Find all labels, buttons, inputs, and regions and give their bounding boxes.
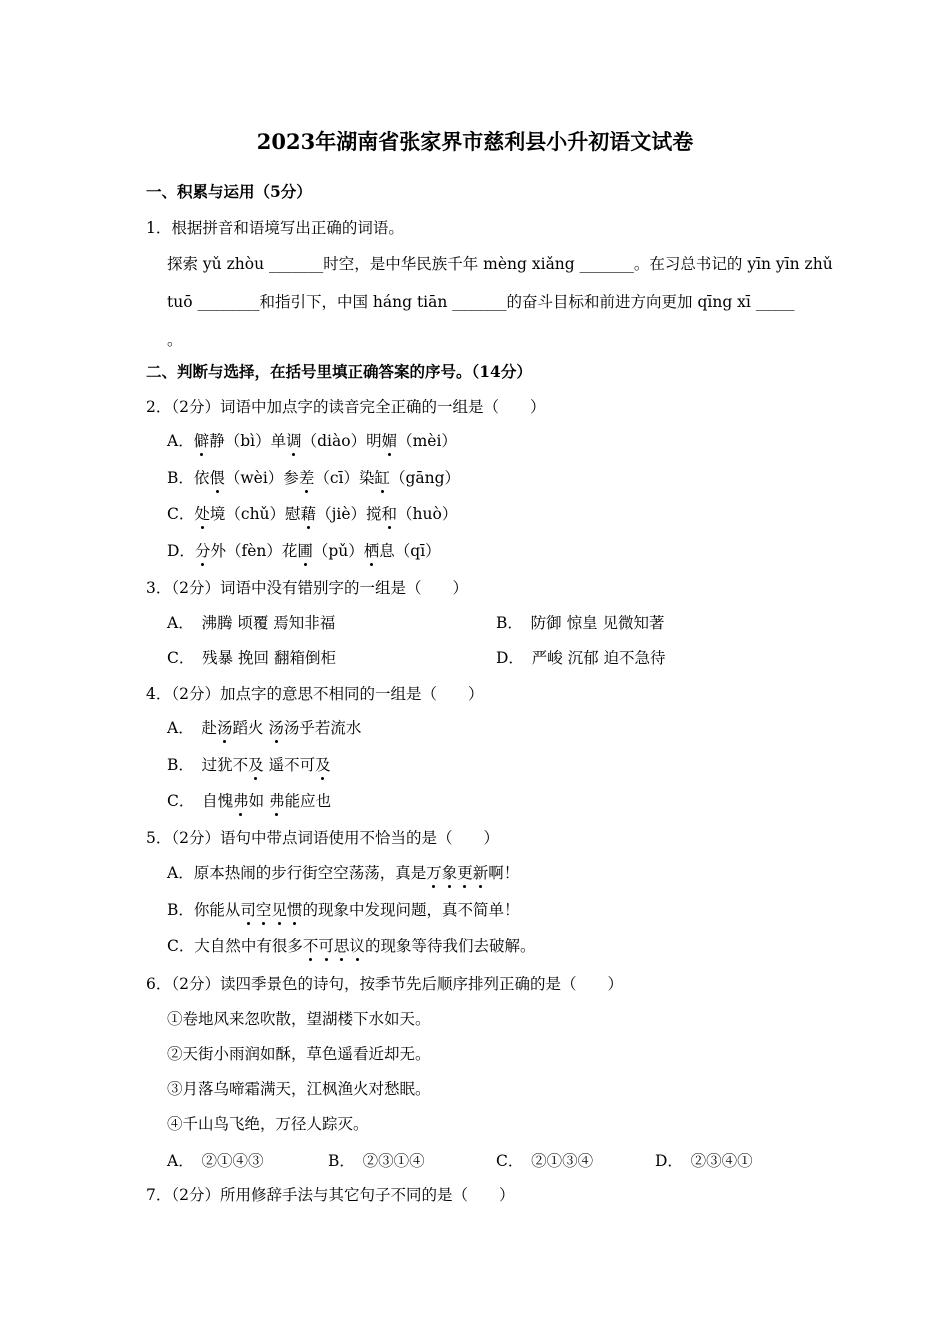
question-6-poem-2: ②天街小雨润如酥，草色遥看近却无。 <box>167 1045 431 1063</box>
question-1-line-1: 探索 yǔ zhòu _______时空，是中华民族千年 mèng xiǎng _______。在习总书记的 yīn yīn zhǔ <box>167 255 833 273</box>
question-3-option-c: C． 残暴 挽回 翻箱倒柜 <box>167 649 336 667</box>
question-2-option-c: C．处境（chǔ）慰藉（jiè）搅和（huò） <box>167 505 458 523</box>
section-heading-2: 二、判断与选择，在括号里填正确答案的序号。（14分） <box>146 362 532 381</box>
question-5-option-b: B．你能从司空见惯的现象中发现问题，真不简单！ <box>167 901 520 919</box>
page-title: 2023年湖南省张家界市慈利县小升初语文试卷 <box>256 129 694 154</box>
question-3-stem: 3．（2分）词语中没有错别字的一组是（ ） <box>146 579 468 597</box>
question-5-stem: 5．（2分）语句中带点词语使用不恰当的是（ ） <box>146 829 499 847</box>
question-3-option-d: D． 严峻 沉郁 迫不急待 <box>496 649 666 667</box>
question-3-option-b: B． 防御 惊皇 见微知著 <box>496 614 665 632</box>
question-1-line-3: 。 <box>167 331 183 349</box>
question-1-line-2: tuō ________和指引下，中国 háng tiān _______的奋斗目标和前进方向更加 qīng xī _____ <box>167 293 795 311</box>
question-5-option-c: C．大自然中有很多不可思议的现象等待我们去破解。 <box>167 937 536 955</box>
question-6-option-c: C． ②①③④ <box>496 1152 594 1170</box>
question-4-option-b: B． 过犹不及 遥不可及 <box>167 756 331 774</box>
question-4-stem: 4．（2分）加点字的意思不相同的一组是（ ） <box>146 685 484 703</box>
question-6-stem: 6．（2分）读四季景色的诗句，按季节先后顺序排列正确的是（ ） <box>146 975 623 993</box>
question-3-option-a: A． 沸腾 顷覆 焉知非福 <box>167 614 336 632</box>
question-2-option-a: A．僻静（bì）单调（diào）明媚（mèi） <box>167 432 457 450</box>
question-1-stem: 1．根据拼音和语境写出正确的词语。 <box>146 219 404 237</box>
question-6-poem-1: ①卷地风来忽吹散，望湖楼下水如天。 <box>167 1010 431 1028</box>
question-6-poem-3: ③月落乌啼霜满天，江枫渔火对愁眠。 <box>167 1080 431 1098</box>
question-7-stem: 7．（2分）所用修辞手法与其它句子不同的是（ ） <box>146 1186 515 1204</box>
question-6-option-a: A． ②①④③ <box>167 1152 264 1170</box>
question-4-option-c: C． 自愧弗如 弗能应也 <box>167 792 332 810</box>
question-4-option-a: A． 赴汤蹈火 汤汤乎若流水 <box>167 719 362 737</box>
section-heading-1: 一、积累与运用（5分） <box>146 182 312 201</box>
question-6-option-b: B． ②③①④ <box>328 1152 425 1170</box>
question-6-option-d: D． ②③④① <box>655 1152 753 1170</box>
question-2-option-d: D．分外（fèn）花圃（pǔ）栖息（qī） <box>167 542 441 560</box>
question-6-poem-4: ④千山鸟飞绝，万径人踪灭。 <box>167 1115 369 1133</box>
question-5-option-a: A．原本热闹的步行街空空荡荡，真是万象更新啊！ <box>167 864 520 882</box>
question-2-option-b: B．依偎（wèi）参差（cī）染缸（gāng） <box>167 469 461 487</box>
question-2-stem: 2．（2分）词语中加点字的读音完全正确的一组是（ ） <box>146 398 546 416</box>
